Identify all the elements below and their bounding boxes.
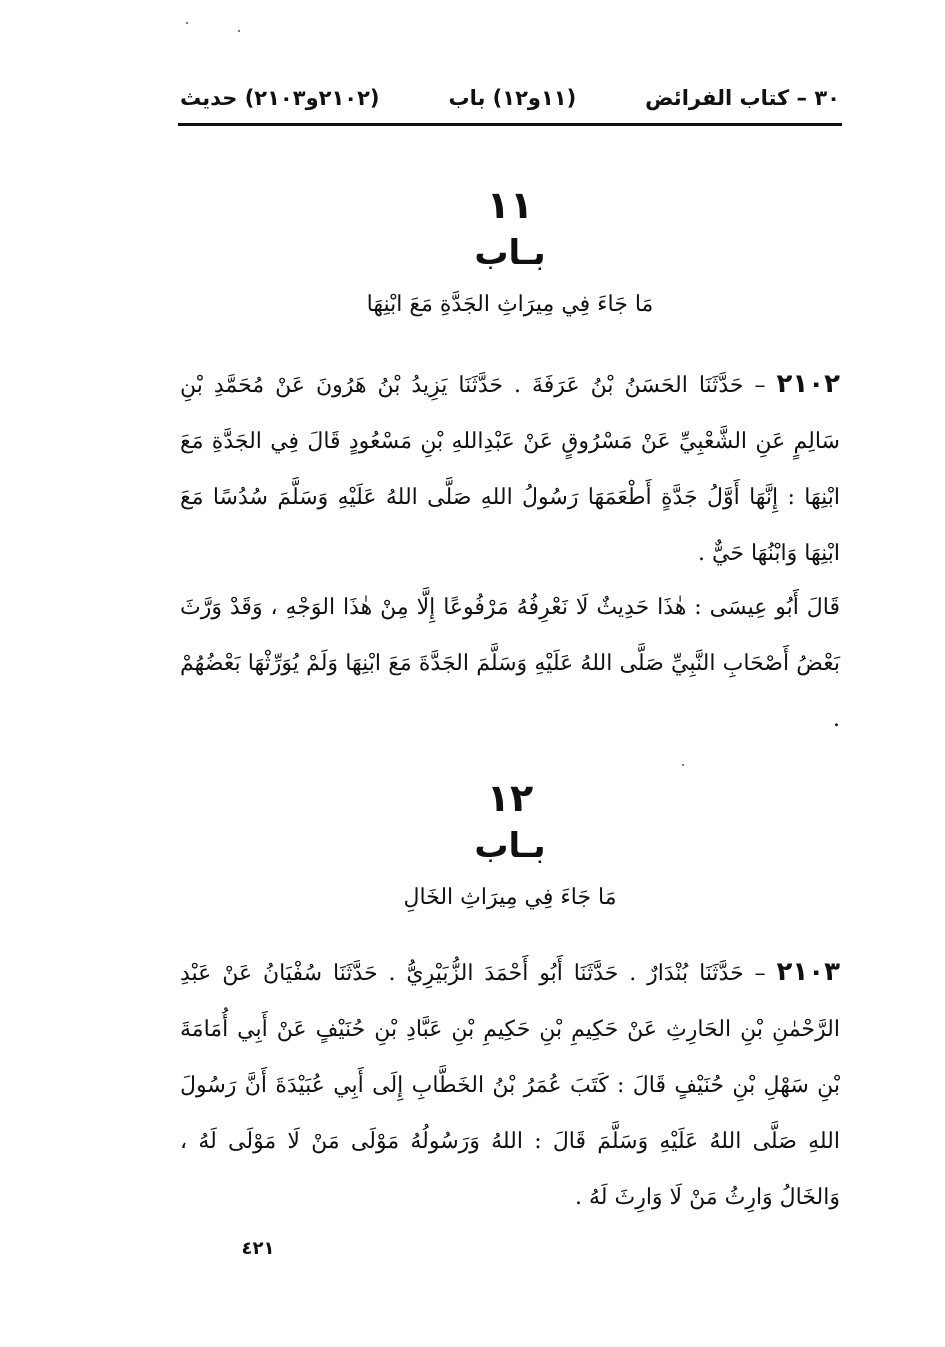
chapter-12 [180,776,840,918]
chapter-number: ١٢ [486,776,534,820]
running-head-hadiths: (٢١٠٢و٢١٠٣) حديث [180,86,380,110]
chapter-word: بـاب [474,233,546,273]
commentary-2102: قَالَ أَبُو عِيسَى : هٰذَا حَدِيثٌ لَا نَعْرِفُهُ مَرْفُوعًا إِلَّا مِنْ هٰذَا الوَجْهِ ، وَقَدْ وَرَّثَ بَعْضُ أَصْحَابِ النَّبِيِّ صَلَّى اللهُ عَلَيْهِ وَسَلَّمَ الجَدَّةَ مَعَ ابْنِهَا وَلَمْ يُوَرِّثْهَا بَعْضُهُمْ . [180,595,840,732]
chapter-11 [180,183,840,325]
running-head [180,78,840,118]
running-head-chapters: (١١و١٢) باب [448,86,577,110]
scan-speck [186,22,188,24]
dash: – [743,961,766,986]
chapter-word: بـاب [474,826,546,866]
hadith-number: ٢١٠٣ [776,957,840,987]
scan-speck [682,764,684,766]
hadith-text: حَدَّثَنَا بُنْدَارٌ . حَدَّثَنَا أَبُو أَحْمَدَ الزُّبَيْرِيُّ . حَدَّثَنَا سُفْيَانُ عَنْ عَبْدِ الرَّحْمٰنِ بْنِ الحَارِثِ عَنْ حَكِيمِ بْنِ حَكِيمِ بْنِ عَبَّادِ بْنِ حُنَيْفٍ عَنْ أَبِي أُمَامَةَ بْنِ سَهْلِ بْنِ حُنَيْفٍ قَالَ : كَتَبَ عُمَرُ بْنُ الخَطَّابِ إِلَى أَبِي عُبَيْدَةَ أَنَّ رَسُولَ اللهِ صَلَّى اللهُ عَلَيْهِ وَسَلَّمَ قَالَ : اللهُ وَرَسُولُهُ مَوْلَى مَنْ لَا مَوْلَى لَهُ ، وَالخَالُ وَارِثُ مَنْ لَا وَارِثَ لَهُ . [180,961,840,1210]
chapter-number: ١١ [486,183,534,227]
dash: – [743,373,766,398]
chapter-heading: مَا جَاءَ فِي مِيرَاثِ الجَدَّةِ مَعَ ابْنِهَا [366,292,654,317]
hadith-2103 [180,944,840,1226]
hadith-2102 [180,356,840,582]
scan-speck [238,30,240,32]
hadith-number: ٢١٠٢ [776,369,840,399]
running-head-book: ٣٠ – كتاب الفرائض [645,86,840,110]
hadith-text: حَدَّثَنَا الحَسَنُ بْنُ عَرَفَةَ . حَدَّثَنَا يَزِيدُ بْنُ هَرُونَ عَنْ مُحَمَّدِ بْنِ سَالِمٍ عَنِ الشَّعْبِيِّ عَنْ مَسْرُوقٍ عَنْ عَبْدِاللهِ بْنِ مَسْعُودٍ قَالَ فِي الجَدَّةِ مَعَ ابْنِهَا : إِنَّهَا أَوَّلُ جَدَّةٍ أَطْعَمَهَا رَسُولُ اللهِ صَلَّى اللهُ عَلَيْهِ وَسَلَّمَ سُدُسًا مَعَ ابْنِهَا وَابْنُهَا حَيٌّ . [180,373,840,566]
chapter-heading: مَا جَاءَ فِي مِيرَاثِ الخَالِ [403,885,617,910]
header-rule [178,123,842,126]
page-number: ٤٢١ [241,1238,275,1259]
